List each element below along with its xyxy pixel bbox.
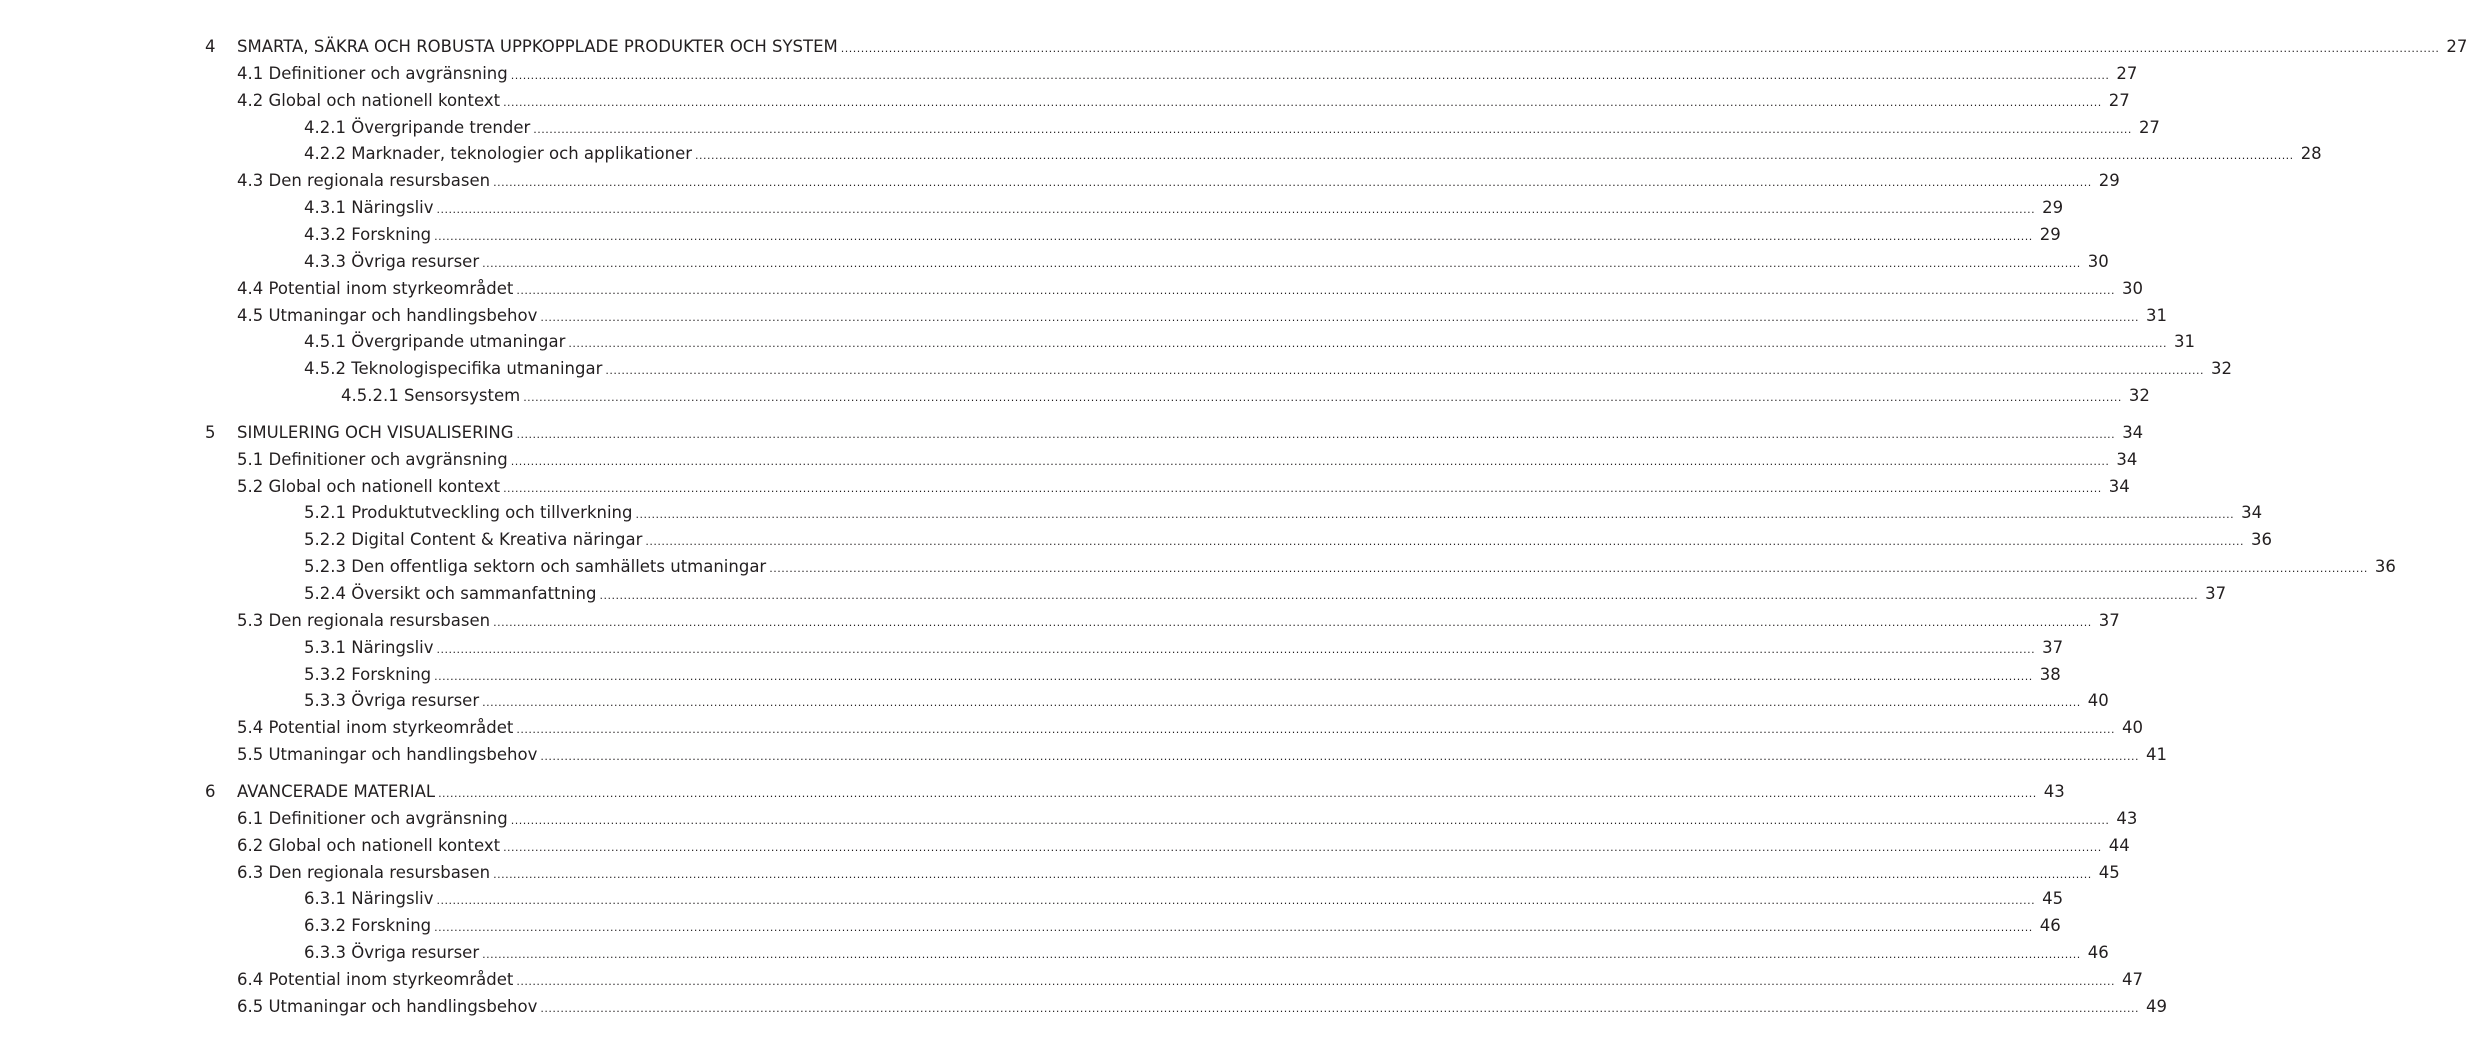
toc-entry-row[interactable] <box>0 833 2130 859</box>
toc-page-number: 34 <box>2241 503 2263 523</box>
toc-page-number: 32 <box>2211 359 2233 379</box>
toc-entry-row[interactable] <box>0 168 2120 194</box>
toc-entry-row[interactable] <box>0 249 2109 275</box>
dot-leader: ................................................................................................................................................................................................................................................................................................................................................................................................................ <box>540 1001 2139 1015</box>
toc-entry-row[interactable] <box>0 913 2061 939</box>
chapter-number: 4 <box>205 37 216 56</box>
toc-entry-row[interactable] <box>0 608 2120 634</box>
toc-page-number: 30 <box>2087 251 2109 271</box>
toc-page-number: 45 <box>2098 862 2120 882</box>
toc-entry-row[interactable] <box>0 967 2143 993</box>
dot-leader: ................................................................................................................................................................................................................................................................................................................................................................................................................ <box>516 427 2116 441</box>
toc-entry-title: 4.2.2 Marknader, teknologier och applikationer <box>304 141 695 167</box>
toc-page-number: 29 <box>2042 198 2064 218</box>
dot-leader: ................................................................................................................................................................................................................................................................................................................................................................................................................ <box>540 750 2139 764</box>
toc-entry-title: 4.3 Den regionala resursbasen <box>237 168 493 194</box>
toc-entry-row[interactable] <box>0 222 2061 248</box>
toc-entry-row[interactable] <box>0 688 2109 714</box>
toc-page-number: 36 <box>2374 557 2396 577</box>
dot-leader: ................................................................................................................................................................................................................................................................................................................................................................................................................ <box>605 364 2205 378</box>
toc-entry-row[interactable] <box>0 940 2109 966</box>
dot-leader: ................................................................................................................................................................................................................................................................................................................................................................................................................ <box>695 149 2294 163</box>
toc-entry-title: 5.3 Den regionala resursbasen <box>237 608 493 634</box>
toc-entry-title: 6.3 Den regionala resursbasen <box>237 860 493 886</box>
toc-entry-title: 6.2 Global och nationell kontext <box>237 833 503 859</box>
toc-entry-row[interactable] <box>0 61 2138 87</box>
toc-entry-title: 4.1 Definitioner och avgränsning <box>237 61 511 87</box>
toc-entry-title: AVANCERADE MATERIAL <box>237 779 438 805</box>
toc-entry-row[interactable] <box>0 886 2064 912</box>
toc-entry-row[interactable] <box>0 635 2064 661</box>
dot-leader: ................................................................................................................................................................................................................................................................................................................................................................................................................ <box>493 867 2092 881</box>
toc-entry-title: 4.5.2 Teknologispecifika utmaningar <box>304 356 605 382</box>
toc-entry-title: 4.3.1 Näringsliv <box>304 195 437 221</box>
toc-chapter-row[interactable] <box>0 420 2144 446</box>
toc-entry-row[interactable] <box>0 383 2150 409</box>
toc-entry-title: 5.1 Definitioner och avgränsning <box>237 447 511 473</box>
dot-leader: ................................................................................................................................................................................................................................................................................................................................................................................................................ <box>840 42 2440 55</box>
toc-page-number: 30 <box>2122 278 2143 298</box>
toc-page-number: 40 <box>2087 691 2109 711</box>
dot-leader: ................................................................................................................................................................................................................................................................................................................................................................................................................ <box>503 95 2102 109</box>
toc-page-number: 32 <box>2128 386 2150 406</box>
dot-leader: ................................................................................................................................................................................................................................................................................................................................................................................................................ <box>568 337 2167 351</box>
dot-leader: ................................................................................................................................................................................................................................................................................................................................................................................................................ <box>516 723 2115 737</box>
toc-entry-title: 5.5 Utmaningar och handlingsbehov <box>237 742 540 768</box>
toc-entry-title: 5.2.4 Översikt och sammanfattning <box>304 581 600 607</box>
toc-page-number: 31 <box>2145 305 2167 325</box>
dot-leader: ................................................................................................................................................................................................................................................................................................................................................................................................................ <box>493 615 2092 629</box>
dot-leader: ................................................................................................................................................................................................................................................................................................................................................................................................................ <box>436 894 2036 908</box>
toc-entry-row[interactable] <box>0 554 2396 580</box>
toc-page-number: 41 <box>2145 745 2167 765</box>
toc-entry-title: 4.5 Utmaningar och handlingsbehov <box>237 303 540 329</box>
toc-entry-row[interactable] <box>0 500 2263 526</box>
toc-entry-title: SMARTA, SÄKRA OCH ROBUSTA UPPKOPPLADE PRODUKTER OCH SYSTEM <box>237 34 841 60</box>
toc-page-number: 31 <box>2174 332 2195 352</box>
dot-leader: ................................................................................................................................................................................................................................................................................................................................................................................................................ <box>516 283 2115 297</box>
dot-leader: ................................................................................................................................................................................................................................................................................................................................................................................................................ <box>503 481 2102 495</box>
toc-page-number: 27 <box>2108 90 2130 110</box>
dot-leader: ................................................................................................................................................................................................................................................................................................................................................................................................................ <box>493 176 2092 190</box>
toc-chapter-row[interactable] <box>0 779 2065 805</box>
toc-entry-title: 4.5.2.1 Sensorsystem <box>341 383 523 409</box>
toc-entry-title: 6.1 Definitioner och avgränsning <box>237 806 511 832</box>
toc-entry-row[interactable] <box>0 527 2273 553</box>
dot-leader: ................................................................................................................................................................................................................................................................................................................................................................................................................ <box>482 256 2081 270</box>
dot-leader: ................................................................................................................................................................................................................................................................................................................................................................................................................ <box>436 203 2036 217</box>
dot-leader: ................................................................................................................................................................................................................................................................................................................................................................................................................ <box>482 696 2081 710</box>
dot-leader: ................................................................................................................................................................................................................................................................................................................................................................................................................ <box>436 642 2036 656</box>
toc-page-number: 40 <box>2122 718 2143 738</box>
toc-entry-title: 5.2.2 Digital Content & Kreativa näringar <box>304 527 645 553</box>
toc-entry-title: 5.3.2 Forskning <box>304 662 434 688</box>
dot-leader: ................................................................................................................................................................................................................................................................................................................................................................................................................ <box>523 391 2122 405</box>
toc-entry-row[interactable] <box>0 447 2138 473</box>
toc-page-number: 43 <box>2116 808 2138 828</box>
toc-entry-title: 6.3.2 Forskning <box>304 913 434 939</box>
toc-entry-title: 5.4 Potential inom styrkeområdet <box>237 715 516 741</box>
toc-entry-title: 5.2 Global och nationell kontext <box>237 474 503 500</box>
toc-page-number: 29 <box>2098 171 2120 191</box>
toc-entry-title: 4.3.3 Övriga resurser <box>304 249 482 275</box>
toc-entry-title: 4.3.2 Forskning <box>304 222 434 248</box>
toc-entry-title: SIMULERING OCH VISUALISERING <box>237 420 517 446</box>
toc-page-number: 37 <box>2042 637 2064 657</box>
dot-leader: ................................................................................................................................................................................................................................................................................................................................................................................................................ <box>533 122 2132 136</box>
dot-leader: ................................................................................................................................................................................................................................................................................................................................................................................................................ <box>540 310 2139 324</box>
toc-page-number: 44 <box>2108 835 2130 855</box>
dot-leader: ................................................................................................................................................................................................................................................................................................................................................................................................................ <box>434 921 2033 935</box>
toc-entry-title: 6.3.3 Övriga resurser <box>304 940 482 966</box>
toc-entry-title: 4.4 Potential inom styrkeområdet <box>237 276 516 302</box>
toc-page-number: 46 <box>2039 916 2061 936</box>
toc-entry-title: 6.5 Utmaningar och handlingsbehov <box>237 994 540 1020</box>
toc-entry-row[interactable] <box>0 356 2233 382</box>
dot-leader: ................................................................................................................................................................................................................................................................................................................................................................................................................ <box>599 589 2199 602</box>
dot-leader: ................................................................................................................................................................................................................................................................................................................................................................................................................ <box>438 786 2037 800</box>
dot-leader: ................................................................................................................................................................................................................................................................................................................................................................................................................ <box>482 948 2081 962</box>
chapter-number: 5 <box>205 422 216 442</box>
toc-entry-row[interactable] <box>0 276 2143 302</box>
dot-leader: ................................................................................................................................................................................................................................................................................................................................................................................................................ <box>503 840 2102 854</box>
toc-page-number: 34 <box>2108 476 2130 496</box>
toc-entry-row[interactable] <box>0 195 2064 221</box>
toc-entry-title: 5.3.1 Näringsliv <box>304 635 437 661</box>
toc-entry-title: 5.3.3 Övriga resurser <box>304 688 482 714</box>
toc-page-number: 37 <box>2098 610 2120 630</box>
toc-chapter-row[interactable] <box>0 34 2467 60</box>
toc-entry-row[interactable] <box>0 715 2143 741</box>
toc-entry-title: 6.3.1 Näringsliv <box>304 886 437 912</box>
dot-leader: ................................................................................................................................................................................................................................................................................................................................................................................................................ <box>434 229 2033 243</box>
toc-entry-row[interactable] <box>0 329 2195 355</box>
toc-entry-row[interactable] <box>0 115 2160 141</box>
toc-page-number: 38 <box>2039 664 2061 684</box>
dot-leader: ................................................................................................................................................................................................................................................................................................................................................................................................................ <box>645 535 2245 549</box>
dot-leader: ................................................................................................................................................................................................................................................................................................................................................................................................................ <box>510 813 2110 827</box>
dot-leader: ................................................................................................................................................................................................................................................................................................................................................................................................................ <box>434 669 2033 683</box>
toc-entry-title: 6.4 Potential inom styrkeområdet <box>237 967 516 993</box>
toc-page-number: 49 <box>2145 996 2167 1016</box>
toc-page-number: 27 <box>2138 117 2160 137</box>
toc-page-number: 34 <box>2116 449 2138 469</box>
toc-page-number: 29 <box>2039 224 2061 244</box>
toc-entry-row[interactable] <box>0 860 2120 886</box>
toc-entry-row[interactable] <box>0 88 2130 114</box>
toc-entry-title: 4.2.1 Övergripande trender <box>304 115 533 141</box>
dot-leader: ................................................................................................................................................................................................................................................................................................................................................................................................................ <box>516 974 2115 988</box>
toc-entry-row[interactable] <box>0 474 2130 500</box>
toc-entry-row[interactable] <box>0 806 2138 832</box>
toc-entry-row[interactable] <box>0 141 2322 167</box>
dot-leader: ................................................................................................................................................................................................................................................................................................................................................................................................................ <box>510 68 2110 82</box>
toc-entry-row[interactable] <box>0 303 2167 329</box>
toc-entry-title: 5.2.3 Den offentliga sektorn och samhällets utmaningar <box>304 554 769 580</box>
toc-page-number: 27 <box>2116 63 2138 83</box>
toc-page-number: 45 <box>2042 889 2064 909</box>
chapter-number: 6 <box>205 781 216 801</box>
dot-leader: ................................................................................................................................................................................................................................................................................................................................................................................................................ <box>769 562 2368 576</box>
toc-page-number: 34 <box>2122 422 2144 442</box>
toc-entry-row[interactable] <box>0 994 2167 1020</box>
toc-entry-title: 4.5.1 Övergripande utmaningar <box>304 329 568 355</box>
dot-leader: ................................................................................................................................................................................................................................................................................................................................................................................................................ <box>510 454 2110 468</box>
toc-entry-row[interactable] <box>0 662 2061 688</box>
toc-entry-title: 4.2 Global och nationell kontext <box>237 88 503 114</box>
toc-page-number: 47 <box>2122 969 2143 989</box>
toc-page-number: 43 <box>2043 781 2065 801</box>
toc-page-number: 46 <box>2087 943 2109 963</box>
toc-entry-title: 5.2.1 Produktutveckling och tillverkning <box>304 500 636 526</box>
toc-page-number: 37 <box>2205 584 2227 603</box>
toc-page-number: 27 <box>2446 37 2467 56</box>
toc-entry-row[interactable] <box>0 742 2167 768</box>
dot-leader: ................................................................................................................................................................................................................................................................................................................................................................................................................ <box>635 508 2235 522</box>
toc-page-number: 28 <box>2300 144 2322 164</box>
toc-entry-row[interactable] <box>0 581 2227 607</box>
toc-page-number: 36 <box>2251 530 2273 550</box>
